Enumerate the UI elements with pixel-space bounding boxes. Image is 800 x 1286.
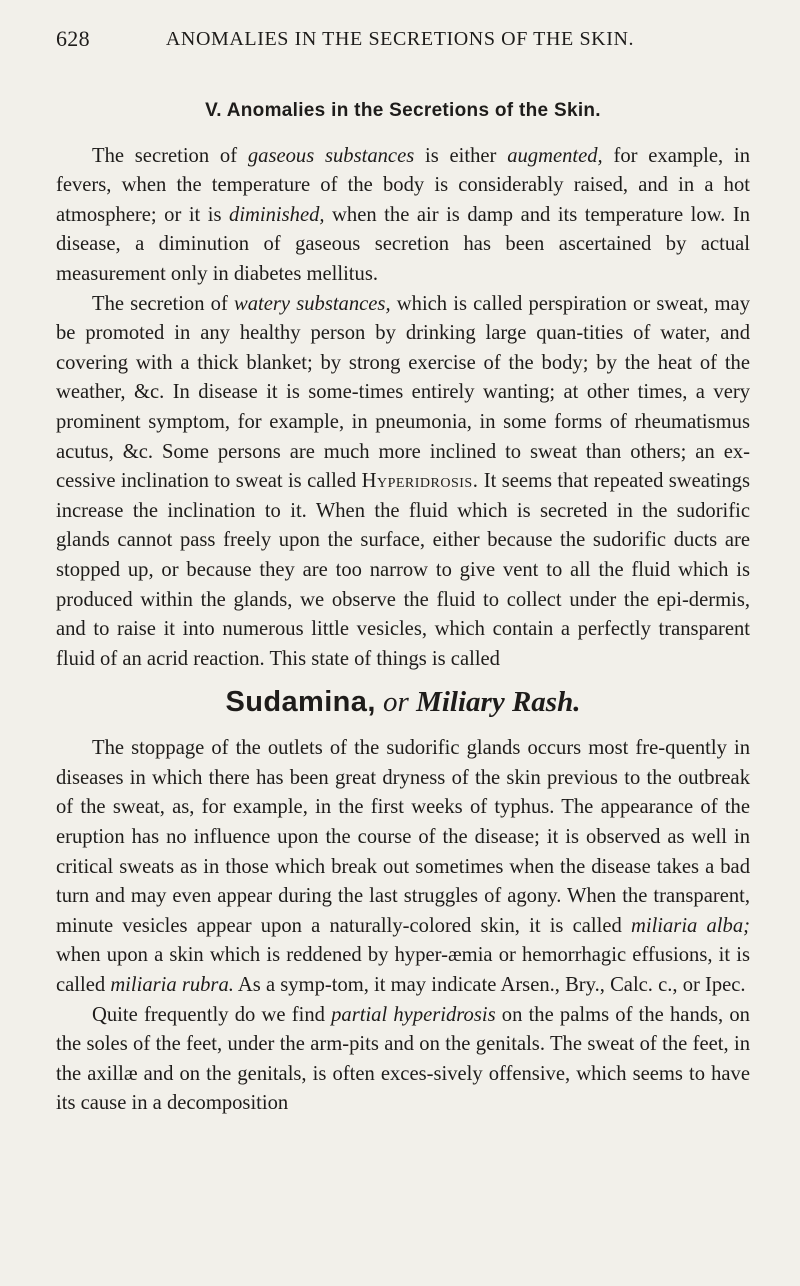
term-hyperidrosis: Hyperidrosis.	[361, 470, 479, 493]
page-number: 628	[56, 26, 90, 51]
body-text	[56, 82, 750, 1119]
paragraph-sudamina: The stoppage of the outlets of the sudorific glands occurs most fre-quently in diseases in which there has been great dryness of the skin previous to the outbreak of the sweat, as, for example, in the first weeks of typhus. The appearance of the eruption has no influence upon the course of the disease; it is observed as well in critical sweats as in those which break out sometimes when the disease takes a bad turn and may even appear during the last struggles of agony. When the transparent, minute vesicles appear upon a naturally-colored skin, it is called miliaria alba; when upon a skin which is reddened by hyper-æmia or hemorrhagic effusions, it is called miliaria rubra. As a symp-tom, it may indicate Arsen., Bry., Calc. c., or Ipec.	[56, 737, 750, 997]
paragraph-gaseous-secretion: The secretion of gaseous substances is either augmented, for example, in fevers, when the temperature of the body is considerably raised, and in a hot atmosphere; or it is diminished, when the air is damp and its temperature low. In disease, a diminution of gaseous secretion has been ascertained by actual measurement only in diabetes mellitus.	[56, 144, 750, 285]
sub-heading: Sudamina, or Miliary Rash.	[225, 686, 581, 719]
paragraph-watery-secretion: The secretion of watery substances, which is called perspiration or sweat, may be promoted in any healthy person by drinking large quan-tities of water, and covering with a thick blanket; by strong exercise of the body; by the heat of the weather, &c. In disease it is some-times entirely wanting; at other times, a very prominent symptom, for example, in pneumonia, in some forms of rheumatismus acutus, &c. Some persons are much more inclined to sweat than others; an ex-cessive inclination to sweat is called Hyperidrosis. It seems that repeated sweatings increase the inclination to it. When the fluid which is secreted in the sudorific glands cannot pass freely upon the surface, either because the sudorific ducts are stopped up, or because they are too narrow to give vent to all the fluid which is produced within the glands, we observe the fluid to collect under the epi-dermis, and to raise it into numerous little vesicles, which contain a perfectly transparent fluid of an acrid reaction. This state of things is called	[56, 292, 750, 670]
running-title: ANOMALIES IN THE SECRETIONS OF THE SKIN.	[165, 28, 635, 50]
section-heading: V. Anomalies in the Secretions of the Skin.	[205, 100, 601, 121]
paragraph-partial-hyperidrosis: Quite frequently do we find partial hyperidrosis on the palms of the hands, on the soles of the feet, under the arm-pits and on the genitals. The sweat of the feet, in the axillæ and on the genitals, is often exces-sively offensive, which seems to have its cause in a decomposition	[56, 1003, 750, 1115]
running-head	[56, 26, 744, 56]
